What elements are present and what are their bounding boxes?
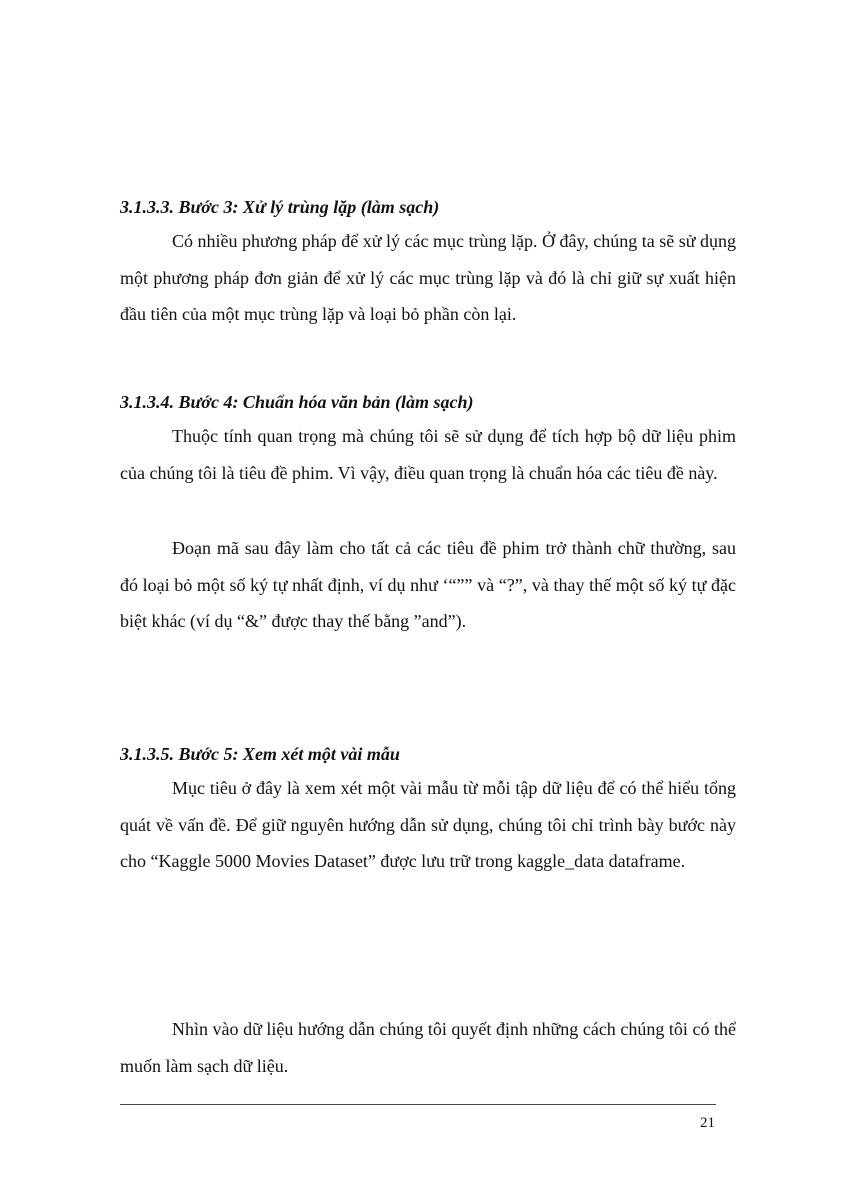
section-heading-step-5: 3.1.3.5. Bước 5: Xem xét một vài mẫu <box>120 744 400 764</box>
paragraph-cleaning-decision: Nhìn vào dữ liệu hướng dẫn chúng tôi quyết định những cách chúng tôi có thể muốn làm sạch dữ liệu. <box>120 1019 736 1076</box>
paragraph-normalize-code: Đoạn mã sau đây làm cho tất cả các tiêu đề phim trở thành chữ thường, sau đó loại bỏ một số ký tự nhất định, ví dụ như ‘“”” và “?”, và thay thế một số ký tự đặc biệt khác (ví dụ “&” được thay thế bằng ”and”). <box>120 538 736 631</box>
section-heading-step-4: 3.1.3.4. Bước 4: Chuẩn hóa văn bản (làm sạch) <box>120 392 474 412</box>
paragraph-title-attribute: Thuộc tính quan trọng mà chúng tôi sẽ sử dụng để tích hợp bộ dữ liệu phim của chúng tôi là tiêu đề phim. Vì vậy, điều quan trọng là chuẩn hóa các tiêu đề này. <box>120 426 736 483</box>
page-number: 21 <box>700 1115 715 1131</box>
footer-divider <box>120 1104 716 1105</box>
section-heading-step-3: 3.1.3.3. Bước 3: Xử lý trùng lặp (làm sạch) <box>120 197 440 217</box>
paragraph-review-samples: Mục tiêu ở đây là xem xét một vài mẫu từ mỗi tập dữ liệu để có thể hiểu tổng quát về vấn đề. Để giữ nguyên hướng dẫn sử dụng, chúng tôi chỉ trình bày bước này cho “Kaggle 5000 Movies Dataset” được lưu trữ trong kaggle_data dataframe. <box>120 778 736 871</box>
paragraph-duplicates: Có nhiều phương pháp để xử lý các mục trùng lặp. Ở đây, chúng ta sẽ sử dụng một phương pháp đơn giản để xử lý các mục trùng lặp và đó là chỉ giữ sự xuất hiện đầu tiên của một mục trùng lặp và loại bỏ phần còn lại. <box>120 231 737 324</box>
